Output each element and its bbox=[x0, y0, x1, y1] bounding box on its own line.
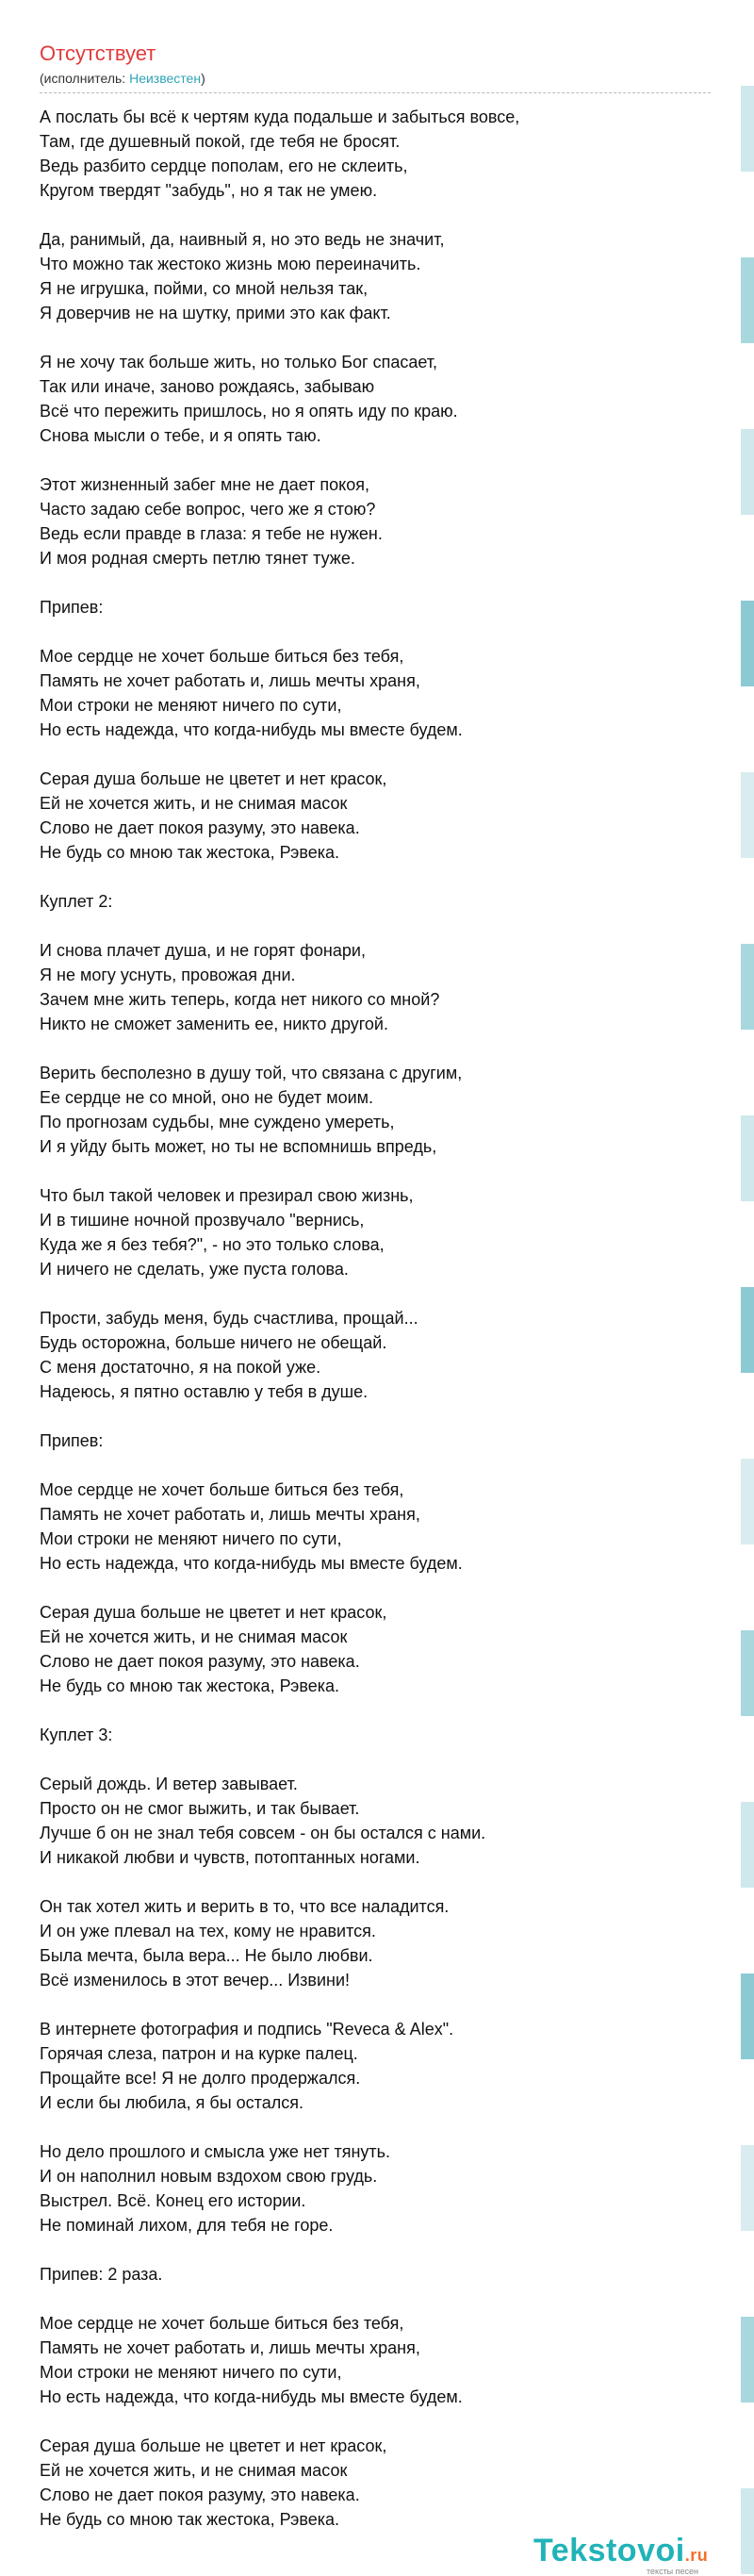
lyric-line: Ведь если правде в глаза: я тебе не нужен. bbox=[40, 524, 383, 543]
stanza bbox=[40, 644, 741, 742]
song-title: Отсутствует bbox=[40, 41, 156, 65]
lyric-line: Часто задаю себе вопрос, чего же я стою? bbox=[40, 500, 376, 519]
lyric-line: Надеюсь, я пятно оставлю у тебя в душе. bbox=[40, 1382, 369, 1401]
stripe bbox=[741, 1030, 754, 1115]
lyric-line: И моя родная смерть петлю тянет туже. bbox=[40, 549, 355, 568]
lyric-line: И он наполнил новым вздохом свою грудь. bbox=[40, 2167, 378, 2186]
stanza bbox=[40, 1772, 741, 1870]
lyric-line: Серая душа больше не цветет и нет красок, bbox=[40, 1603, 387, 1622]
artist-prefix: (исполнитель: bbox=[40, 71, 130, 86]
lyric-line: Так или иначе, заново рождаясь, забываю bbox=[40, 377, 375, 396]
lyric-line: Он так хотел жить и верить в то, что все наладится. bbox=[40, 1897, 450, 1916]
lyric-line: И снова плачет душа, и не горят фонари, bbox=[40, 941, 366, 960]
lyric-line: Всё что пережить пришлось, но я опять иду по краю. bbox=[40, 402, 458, 421]
lyric-line: Будь осторожна, больше ничего не обещай. bbox=[40, 1333, 387, 1352]
lyric-line: Да, ранимый, да, наивный я, но это ведь не значит, bbox=[40, 230, 445, 249]
lyric-line: Прощайте все! Я не долго продержался. bbox=[40, 2069, 361, 2088]
lyric-line: Но дело прошлого и смысла уже нет тянуть. bbox=[40, 2142, 391, 2161]
stanza bbox=[40, 1306, 741, 1404]
stripe bbox=[741, 686, 754, 772]
lyrics-body bbox=[40, 105, 741, 2532]
lyric-line: Слово не дает покоя разуму, это навека. bbox=[40, 818, 360, 837]
stanza bbox=[40, 889, 741, 914]
lyric-line: Не будь со мною так жестока, Рэвека. bbox=[40, 2510, 340, 2529]
lyric-line: Но есть надежда, что когда-нибудь мы вместе будем. bbox=[40, 2387, 463, 2406]
lyric-line: Мои строки не меняют ничего по сути, bbox=[40, 1529, 342, 1548]
stanza bbox=[40, 1183, 741, 1281]
lyric-line: В интернете фотография и подпись "Reveca & Alex". bbox=[40, 2020, 454, 2039]
stanza bbox=[40, 595, 741, 619]
logo-tld: .ru bbox=[684, 2546, 709, 2565]
lyric-line: Выстрел. Всё. Конец его истории. bbox=[40, 2191, 306, 2210]
stripe bbox=[741, 1716, 754, 1802]
lyric-line: Никто не сможет заменить ее, никто другой. bbox=[40, 1015, 388, 1033]
stripe bbox=[741, 1373, 754, 1459]
stripe bbox=[741, 172, 754, 257]
lyric-line: Я не игрушка, пойми, со мной нельзя так, bbox=[40, 279, 369, 298]
stanza bbox=[40, 2434, 741, 2532]
lyric-line: Память не хочет работать и, лишь мечты храня, bbox=[40, 2338, 420, 2357]
stanza bbox=[40, 938, 741, 1036]
lyric-line: Я не могу уснуть, провожая дни. bbox=[40, 966, 296, 984]
logo-name: Tekstovoi bbox=[533, 2533, 685, 2568]
lyric-line: Просто он не смог выжить, и так бывает. bbox=[40, 1799, 360, 1818]
lyric-line: Лучше б он не знал тебя совсем - он бы остался с нами. bbox=[40, 1824, 486, 1842]
lyric-line: Там, где душевный покой, где тебя не бросят. bbox=[40, 132, 401, 151]
stripe bbox=[741, 0, 754, 86]
lyric-line: Я не хочу так больше жить, но только Бог спасает, bbox=[40, 353, 438, 372]
lyric-line: Мое сердце не хочет больше биться без тебя, bbox=[40, 2314, 404, 2333]
lyric-line: Припев: bbox=[40, 598, 104, 617]
stripe bbox=[741, 429, 754, 515]
lyric-line: Горячая слеза, патрон и на курке палец. bbox=[40, 2044, 358, 2063]
stripe bbox=[741, 515, 754, 601]
lyric-line: Прости, забудь меня, будь счастлива, прощай... bbox=[40, 1309, 418, 1328]
lyric-line: Припев: 2 раза. bbox=[40, 2265, 163, 2284]
stripe bbox=[741, 343, 754, 429]
stanza bbox=[40, 1428, 741, 1453]
lyric-line: С меня достаточно, я на покой уже. bbox=[40, 1358, 321, 1377]
artist-link[interactable]: Неизвестен bbox=[129, 71, 202, 86]
logo-tagline: тексты песен bbox=[647, 2567, 699, 2576]
lyric-line: Ей не хочется жить, и не снимая масок bbox=[40, 1627, 348, 1646]
stripe bbox=[741, 2059, 754, 2145]
stanza bbox=[40, 2017, 741, 2115]
stanza bbox=[40, 1600, 741, 1698]
lyric-line: Слово не дает покоя разуму, это навека. bbox=[40, 1652, 360, 1671]
stanza bbox=[40, 1723, 741, 1747]
lyric-line: И ничего не сделать, уже пуста голова. bbox=[40, 1260, 349, 1279]
stripe bbox=[741, 257, 754, 343]
stripe bbox=[741, 2145, 754, 2231]
stanza bbox=[40, 2311, 741, 2409]
lyric-line: Память не хочет работать и, лишь мечты храня, bbox=[40, 1505, 420, 1524]
stripe bbox=[741, 944, 754, 1030]
lyric-line: Но есть надежда, что когда-нибудь мы вместе будем. bbox=[40, 1554, 463, 1573]
stanza bbox=[40, 1478, 741, 1576]
stanza bbox=[40, 472, 741, 570]
stripe bbox=[741, 772, 754, 858]
lyric-line: Что можно так жестоко жизнь мою переиначить. bbox=[40, 255, 421, 273]
stripe bbox=[741, 1287, 754, 1373]
artist-line bbox=[40, 70, 711, 93]
stripe bbox=[741, 1802, 754, 1888]
lyric-line: И если бы любила, я бы остался. bbox=[40, 2093, 303, 2112]
stripe bbox=[741, 1630, 754, 1716]
lyric-line: Но есть надежда, что когда-нибудь мы вместе будем. bbox=[40, 720, 463, 739]
lyric-line: Я доверчив не на шутку, прими это как факт. bbox=[40, 304, 391, 322]
lyric-line: Мои строки не меняют ничего по сути, bbox=[40, 696, 342, 715]
stripe bbox=[741, 1201, 754, 1287]
lyric-line: Всё изменилось в этот вечер... Извини! bbox=[40, 1971, 351, 1990]
lyric-line: Что был такой человек и презирал свою жизнь, bbox=[40, 1186, 414, 1205]
lyric-line: Не будь со мною так жестока, Рэвека. bbox=[40, 1676, 340, 1695]
lyric-line: И в тишине ночной прозвучало "вернись, bbox=[40, 1211, 365, 1230]
lyric-line: Не поминай лихом, для тебя не горе. bbox=[40, 2216, 334, 2235]
stripe bbox=[741, 601, 754, 686]
lyric-line: Припев: bbox=[40, 1431, 104, 1450]
decorative-stripes bbox=[741, 0, 754, 2574]
artist-suffix: ) bbox=[201, 71, 205, 86]
stripe bbox=[741, 1544, 754, 1630]
site-logo[interactable] bbox=[533, 2533, 708, 2569]
lyric-line: Серый дождь. И ветер завывает. bbox=[40, 1775, 298, 1793]
lyric-line: И он уже плевал на тех, кому не нравится. bbox=[40, 1922, 376, 1940]
lyric-line: Мое сердце не хочет больше биться без тебя, bbox=[40, 1480, 404, 1499]
lyric-line: И я уйду быть может, но ты не вспомнишь впредь, bbox=[40, 1137, 437, 1156]
stripe bbox=[741, 2317, 754, 2403]
stripe bbox=[741, 1115, 754, 1201]
lyric-line: Куплет 3: bbox=[40, 1726, 113, 1744]
lyric-line: Ведь разбито сердце пополам, его не склеить, bbox=[40, 157, 408, 175]
lyric-line: По прогнозам судьбы, мне суждено умереть, bbox=[40, 1113, 395, 1131]
lyric-line: И никакой любви и чувств, потоптанных ногами. bbox=[40, 1848, 420, 1867]
lyric-line: Куплет 2: bbox=[40, 892, 113, 911]
lyric-line: Куда же я без тебя?", - но это только слова, bbox=[40, 1235, 385, 1254]
lyric-line: Верить бесполезно в душу той, что связана с другим, bbox=[40, 1064, 463, 1082]
stripe bbox=[741, 2403, 754, 2488]
stripe bbox=[741, 858, 754, 944]
lyric-line: Слово не дает покоя разуму, это навека. bbox=[40, 2485, 360, 2504]
lyric-line: Ей не хочется жить, и не снимая масок bbox=[40, 2461, 348, 2480]
stripe bbox=[741, 86, 754, 172]
stanza bbox=[40, 767, 741, 865]
lyric-line: Серая душа больше не цветет и нет красок, bbox=[40, 769, 387, 788]
lyric-line: Этот жизненный забег мне не дает покоя, bbox=[40, 475, 370, 494]
lyric-line: Зачем мне жить теперь, когда нет никого со мной? bbox=[40, 990, 440, 1009]
stanza bbox=[40, 227, 741, 325]
lyric-line: Не будь со мною так жестока, Рэвека. bbox=[40, 843, 340, 862]
stanza bbox=[40, 1061, 741, 1159]
stripe bbox=[741, 1459, 754, 1544]
lyric-line: Снова мысли о тебе, и я опять таю. bbox=[40, 426, 321, 445]
lyric-line: Кругом твердят "забудь", но я так не умею. bbox=[40, 181, 378, 200]
lyric-line: Ее сердце не со мной, оно не будет моим. bbox=[40, 1088, 374, 1107]
lyric-line: Ей не хочется жить, и не снимая масок bbox=[40, 794, 348, 813]
stripe bbox=[741, 2231, 754, 2317]
stanza bbox=[40, 105, 741, 203]
stripe bbox=[741, 1973, 754, 2059]
lyric-line: Была мечта, была вера... Не было любви. bbox=[40, 1946, 373, 1965]
stanza bbox=[40, 1894, 741, 1992]
stanza bbox=[40, 2262, 741, 2287]
stanza bbox=[40, 350, 741, 448]
stripe bbox=[741, 2488, 754, 2574]
lyric-line: Мое сердце не хочет больше биться без тебя, bbox=[40, 647, 404, 666]
lyric-line: А послать бы всё к чертям куда подальше и забыться вовсе, bbox=[40, 107, 520, 126]
stanza bbox=[40, 2139, 741, 2237]
stripe bbox=[741, 1888, 754, 1973]
lyric-line: Мои строки не меняют ничего по сути, bbox=[40, 2363, 342, 2382]
lyric-line: Память не хочет работать и, лишь мечты храня, bbox=[40, 671, 420, 690]
lyric-line: Серая душа больше не цветет и нет красок, bbox=[40, 2436, 387, 2455]
